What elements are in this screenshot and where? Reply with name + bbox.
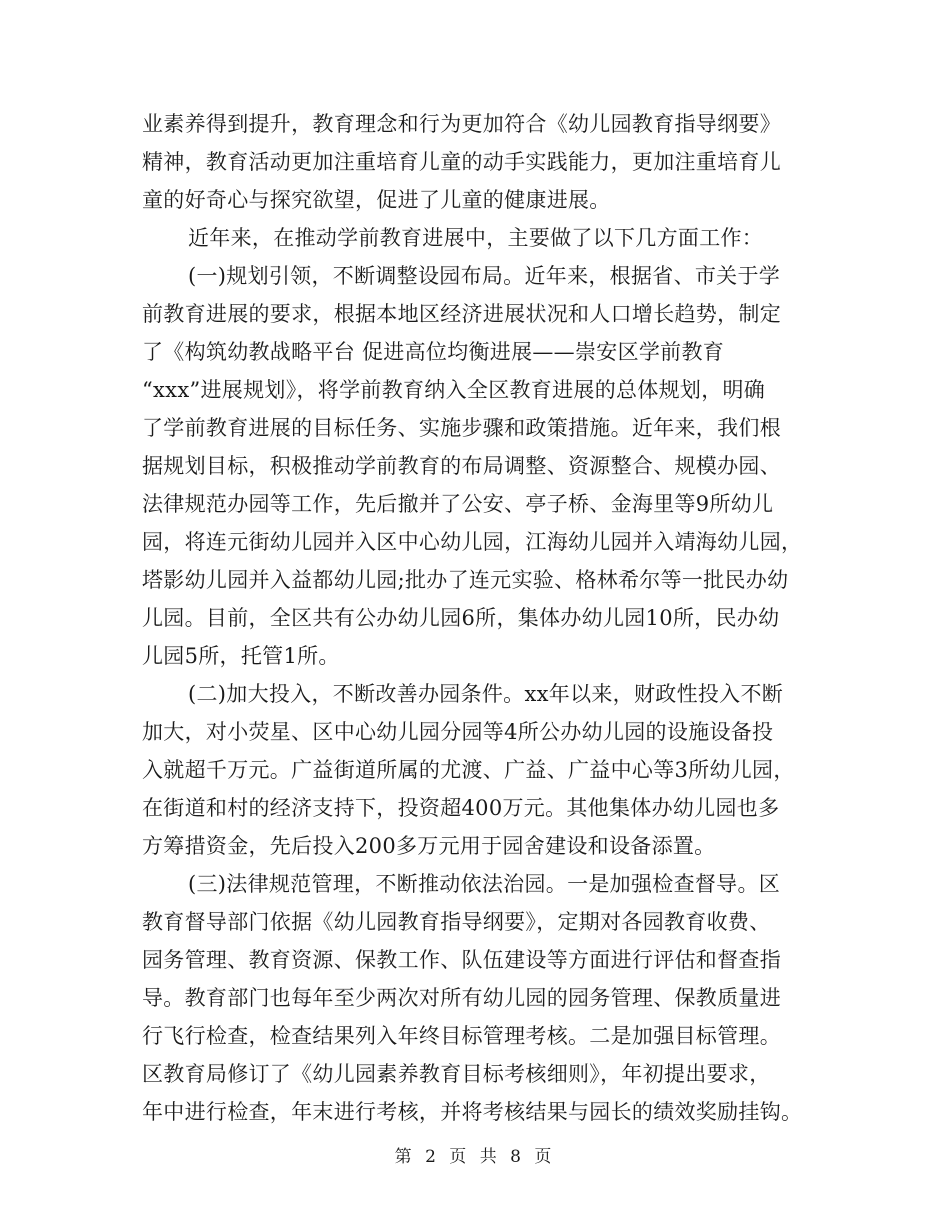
paragraph-start-line: 近年来，在推动学前教育进展中，主要做了以下几方面工作： — [188, 226, 764, 250]
text-line: 方筹措资金，先后投入200多万元用于园舍建设和设备添置。 — [142, 834, 716, 858]
paragraph-start-line: (三)法律规范管理，不断推动依法治园。一是加强检查督导。区 — [188, 872, 781, 896]
text-line: 业素养得到提升，教育理念和行为更加符合《幼儿园教育指导纲要》 — [142, 112, 781, 136]
text-line: “xxx”进展规划》，将学前教育纳入全区教育进展的总体规划，明确 — [142, 378, 766, 402]
text-line: 园，将连元街幼儿园并入区中心幼儿园，江海幼儿园并入靖海幼儿园， — [142, 530, 803, 554]
text-line: 了学前教育进展的目标任务、实施步骤和政策措施。近年来，我们根 — [142, 416, 781, 440]
text-line: 教育督导部门依据《幼儿园教育指导纲要》，定期对各园教育收费、 — [142, 910, 771, 934]
paragraph-start-line: (一)规划引领，不断调整设园布局。近年来，根据省、市关于学 — [188, 264, 781, 288]
text-line: 前教育进展的要求，根据本地区经济进展状况和人口增长趋势，制定 — [142, 302, 781, 326]
text-line: 儿园5所，托管1所。 — [142, 644, 340, 668]
text-line: 了《构筑幼教战略平台 促进高位均衡进展——崇安区学前教育 — [142, 340, 725, 364]
text-line: 入就超千万元。广益街道所属的尤渡、广益、广益中心等3所幼儿园， — [142, 758, 795, 782]
text-line: 导。教育部门也每年至少两次对所有幼儿园的园务管理、保教质量进 — [142, 986, 781, 1010]
text-line: 精神，教育活动更加注重培育儿童的动手实践能力，更加注重培育儿 — [142, 150, 781, 174]
text-line: 在街道和村的经济支持下，投资超400万元。其他集体办幼儿园也多 — [142, 796, 780, 820]
text-line: 区教育局修订了《幼儿园素养教育目标考核细则》，年初提出要求， — [142, 1062, 771, 1086]
text-line: 加大，对小荧星、区中心幼儿园分园等4所公办幼儿园的设施设备投 — [142, 720, 774, 744]
text-line: 塔影幼儿园并入益都幼儿园;批办了连元实验、格林希尔等一批民办幼 — [142, 568, 789, 592]
text-line: 儿园。目前，全区共有公办幼儿园6所，集体办幼儿园10所，民办幼 — [142, 606, 780, 630]
text-line: 据规划目标，积极推动学前教育的布局调整、资源整合、规模办园、 — [142, 454, 781, 478]
text-line: 法律规范办园等工作，先后撤并了公安、亭子桥、金海里等9所幼儿 — [142, 492, 774, 516]
page-number-footer: 第 2 页 共 8 页 — [394, 1147, 556, 1167]
text-line: 园务管理、教育资源、保教工作、队伍建设等方面进行评估和督查指 — [142, 948, 781, 972]
paragraph-start-line: (二)加大投入，不断改善办园条件。xx年以来，财政性投入不断 — [188, 682, 784, 706]
text-line: 童的好奇心与探究欲望，促进了儿童的健康进展。 — [142, 188, 611, 212]
text-line: 行飞行检查，检查结果列入年终目标管理考核。二是加强目标管理。 — [142, 1024, 781, 1048]
text-line: 年中进行检查，年末进行考核，并将考核结果与园长的绩效奖励挂钩。 — [142, 1100, 803, 1124]
